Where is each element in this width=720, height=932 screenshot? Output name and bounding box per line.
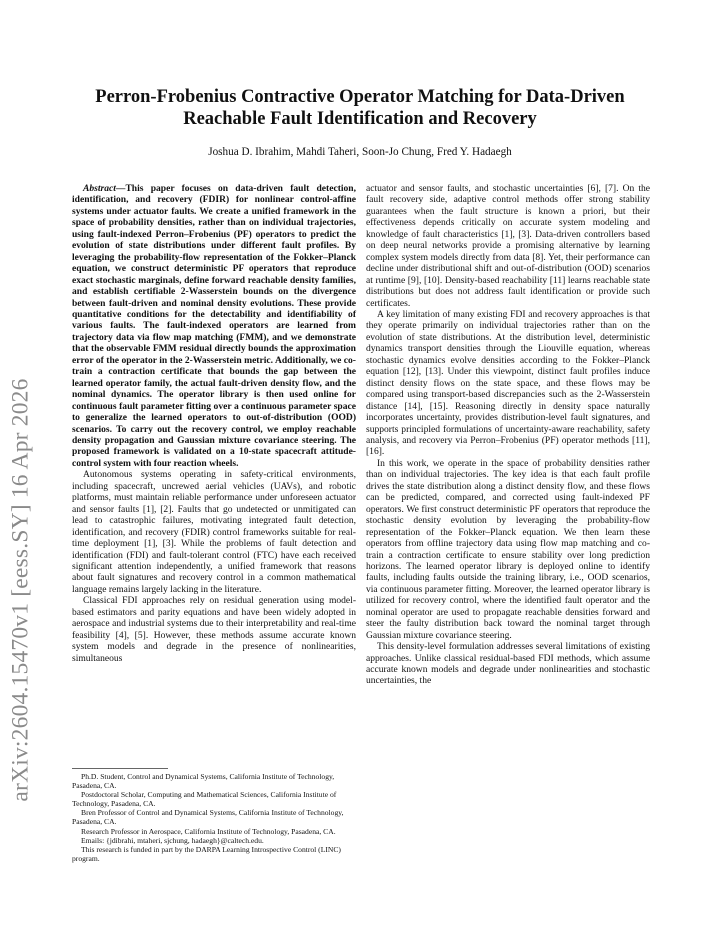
footnote: Ph.D. Student, Control and Dynamical Systems, California Institute of Technology, Pasadena, CA. — [72, 772, 335, 791]
arxiv-identifier: arXiv:2604.15470v1 [eess.SY] 16 Apr 2026 — [7, 378, 34, 802]
body-paragraph: In this work, we operate in the space of probability densities rather than on individual trajectories. The key idea is that each fault profile drives the state distribution along a distinct density flow, and these flows can be predicted, compared, and corrected using fault-indexed PF operators. We first construct deterministic PF operators that reproduce the stochastic density evolution by leveraging the probability-flow representation of the Fokker–Planck equation. We then learn these operators from offline trajectory data using flow map matching and co-train a contraction certificate to ensure stability over long prediction horizons. The learned operator library is deployed online to identify faults, including faults outside the training library, i.e., OOD scenarios, via continuous parameter fitting. Moreover, the learned operator library is utilized for recovery control, where the identified fault operator and the nominal operator are used to propagate reachable densities forward and steer the faulty distribution back toward the nominal target through Gaussian mixture covariance steering. — [366, 457, 650, 641]
body-paragraph: Autonomous systems operating in safety-critical environments, including spacecraft, uncrewed aerial vehicles (UAVs), and robotic platforms, must maintain reliable performance under unforeseen actuator and sensor faults [1], [2]. Faults that go undetected or unmitigated can lead to catastrophic failures, motivating integrated fault detection, identification, and recovery (FDIR) control frameworks suitable for real-time deployment [1], [3]. While the problems of fault detection and identification (FDI) and fault-tolerant control (FTC) have each received significant attention independently, a unified framework that reasons about fault signatures and recovery control in a common mathematical language remains largely lacking in the literature. — [72, 469, 356, 595]
body-paragraph: A key limitation of many existing FDI and recovery approaches is that they operate primarily on individual trajectories rather than on the evolution of state distributions. At the distribution level, deterministic dynamics transport densities through the Liouville equation, whereas stochastic dynamics evolve densities according to the Fokker–Planck equation [12], [13]. Under this viewpoint, distinct fault profiles induce distinct density flows on the state space, and these flows may be compared using transport-based discrepancies such as the 2-Wasserstein distance [14], [15]. Reasoning directly in density space naturally incorporates uncertainty, provides distribution-level fault signatures, and supports principled formulations of uncertainty-aware reachability, safety analysis, and recovery via Perron–Frobenius (PF) operator methods [11], [16]. — [366, 308, 650, 458]
abstract — [72, 183, 356, 469]
footnotes — [72, 768, 356, 863]
footnote: Postdoctoral Scholar, Computing and Mathematical Sciences, California Institute of Technology, Pasadena, CA. — [72, 790, 337, 809]
footnote: Emails: {jdibrahi, mtaheri, sjchung, hadaegh}@caltech.edu. — [81, 835, 264, 845]
body-paragraph: actuator and sensor faults, and stochastic uncertainties [6], [7]. On the fault recovery side, adaptive control methods offer strong stability guarantees when the fault structure is known a priori, but their effectiveness depends critically on accurate system modeling and knowledge of fault characteristics [1], [3]. Data-driven controllers based on deep neural networks provide a promising alternative by learning complex system models directly from data [8]. Yet, their performance can decline under distributional shift and out-of-distribution (OOD) scenarios at runtime [9], [10]. Density-based reachability [11] learns reachable state distributions but does not address fault identification or provide such certificates. — [366, 183, 650, 309]
left-column — [72, 183, 356, 664]
paper-title — [60, 86, 660, 130]
body-paragraph: Classical FDI approaches rely on residual generation using model-based estimators and parity equations and have been widely adopted in aerospace and industrial systems due to their interpretability and real-time feasibility [4], [5]. However, these methods assume accurate known system models and degrade in the presence of nonlinearities, simultaneous — [72, 595, 356, 664]
footnote: This research is funded in part by the DARPA Learning Introspective Control (LINC) program. — [72, 844, 341, 863]
author-list: Joshua D. Ibrahim, Mahdi Taheri, Soon-Jo Chung, Fred Y. Hadaegh — [208, 146, 512, 158]
abstract-lead: Abstract— — [83, 183, 126, 194]
arxiv-sidebar-stamp — [4, 330, 38, 850]
title-line: Perron-Frobenius Contractive Operator Matching for Data-Driven — [95, 87, 625, 107]
abstract-text: This paper focuses on data-driven fault detection, identification, and recovery (FDIR) for nonlinear control-affine systems under actuator faults. We create a unified framework in the space of probability densities, rather than on individual trajectories, using fault-indexed Perron–Frobenius (PF) operators to predict the evolution of state distributions under different fault profiles. By leveraging the probability-flow representation of the Fokker–Planck equation, we construct deterministic PF operators that reproduce exact stochastic marginals, define forward reachable density families, and establish certifiable 2-Wasserstein bounds on the divergence between fault-driven and nominal density evolutions. These provide quantitative conditions for the detectability and identifiability of various faults. The fault-indexed operators are learned from trajectory data via flow map matching (FMM), and we demonstrate that the observable FMM residual directly bounds the approximation error of the operator in the 2-Wasserstein metric. Additionally, we co-train a contraction certificate that bounds the gap between the learned operator family, the actual fault-driven density flow, and the nominal dynamics. The operator library is then used online for continuous fault parameter fitting over a continuous parameter space to generalize the learned operators to out-of-distribution (OOD) scenarios. To carry out the recovery control, we employ reachable density propagation and Gaussian mixture covariance steering. The proposed framework is validated on a 10-state spacecraft attitude-control system with four reaction wheels. — [72, 183, 356, 469]
footnote-rule — [72, 768, 168, 769]
footnote: Bren Professor of Control and Dynamical Systems, California Institute of Technology, Pasadena, CA. — [72, 808, 344, 827]
body-paragraph: This density-level formulation addresses several limitations of existing approaches. Unlike classical residual-based FDI methods, which assume accurate known models and degrade under nonlinearities and stochastic uncertainties, the — [366, 641, 650, 687]
right-column — [366, 183, 650, 687]
title-line: Reachable Fault Identification and Recovery — [183, 109, 537, 129]
footnote: Research Professor in Aerospace, California Institute of Technology, Pasadena, CA. — [81, 826, 336, 836]
